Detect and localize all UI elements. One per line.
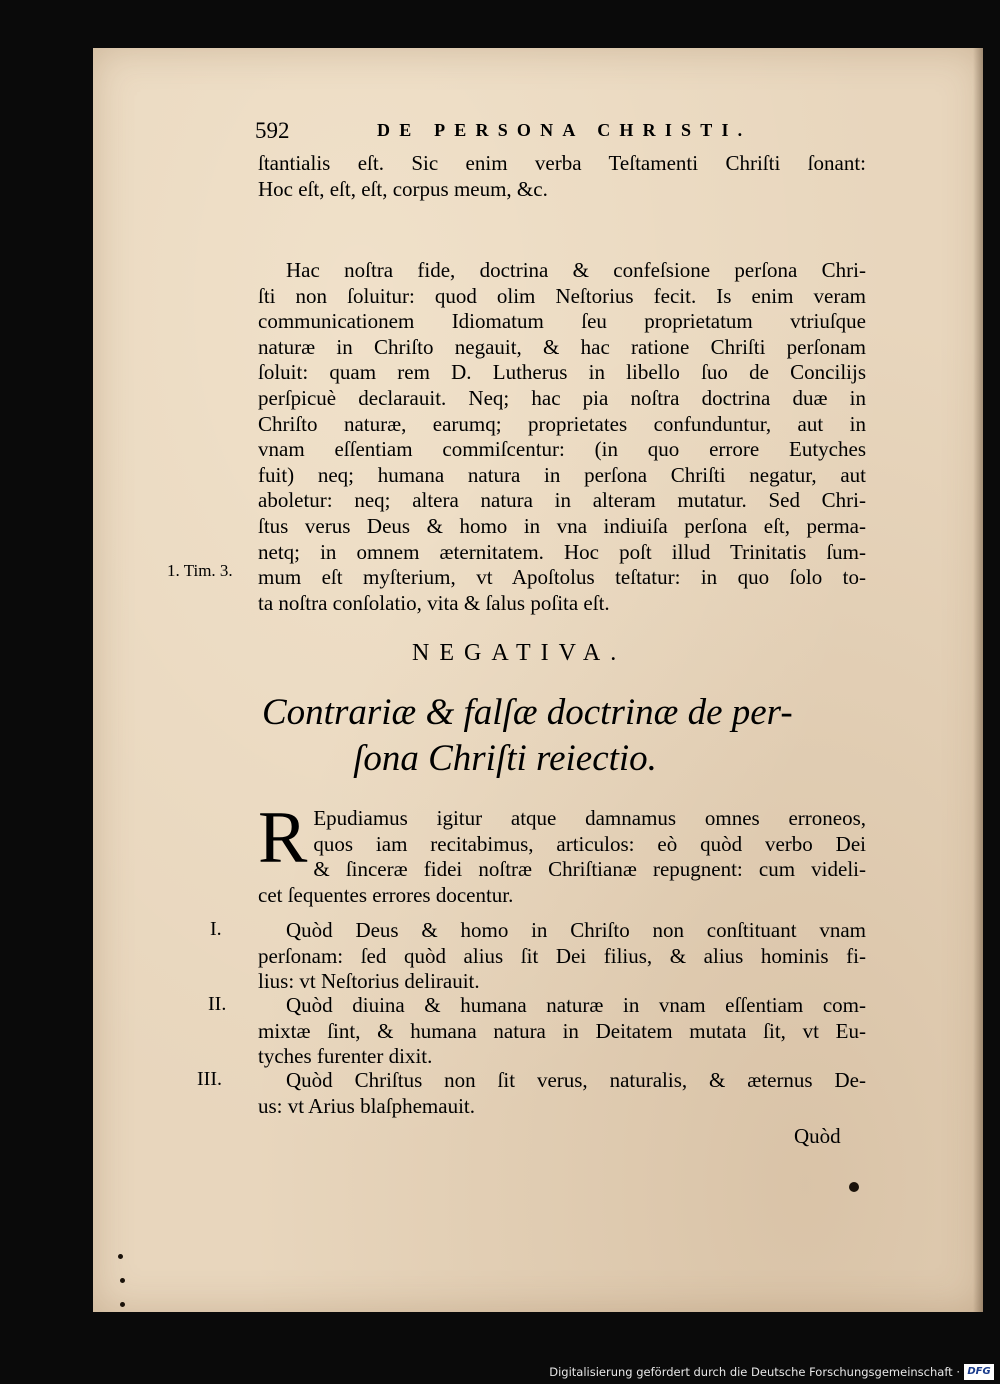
item-numeral: II. (208, 993, 227, 1015)
text-line: Hoc eſt, eſt, eſt, corpus meum, &c. (258, 176, 548, 201)
funding-notice: Digitalisierung gefördert durch die Deutsche Forschungsgemeinschaft · (549, 1365, 960, 1379)
text-line: ſti non ſoluitur: quod olim Neſtorius fecit. Is enim veram (258, 283, 866, 308)
catchword: Quòd (794, 1124, 841, 1148)
text-line: ſtantialis eſt. Sic enim verba Teſtamenti Chriſti ſonant: (258, 151, 866, 175)
text-line: ta noſtra conſolatio, vita & ſalus poſita eſt. (258, 590, 610, 615)
text-line: & ſinceræ fidei noſtræ Chriſtianæ repugnent: cum videli- (313, 857, 866, 882)
paragraph-repudiation (258, 797, 866, 908)
text-line: mum eſt myſterium, vt Apoſtolus teſtatur: in quo ſolo to- (258, 565, 866, 590)
list-item (258, 1068, 866, 1119)
text-line: Chriſto naturæ, earumq; proprietates confunduntur, aut in (258, 411, 866, 436)
list-item (258, 918, 866, 995)
drop-capital: R (258, 797, 308, 879)
text-line: lius: vt Neſtorius delirauit. (258, 969, 480, 994)
text-line: naturæ in Chriſto negauit, & hac ratione Chriſti perſonam (258, 334, 866, 359)
list-item (258, 993, 866, 1070)
ink-spot (849, 1182, 859, 1192)
footer-bar (0, 1362, 1000, 1384)
text-line: us: vt Arius blaſphemauit. (258, 1093, 475, 1118)
section-title (262, 690, 868, 782)
paragraph-doctrine (258, 258, 866, 616)
text-line: Epudiamus igitur atque damnamus omnes erroneos, (313, 806, 866, 830)
page-number: 592 (255, 118, 290, 143)
text-line: perſonam: ſed quòd alius ſit Dei filius, & alius hominis fi- (258, 943, 866, 968)
text-line: netq; in omnem æternitatem. Hoc poſt illud Trinitatis ſum- (258, 539, 866, 564)
text-line: Quòd diuina & humana naturæ in vnam eſſentiam com- (286, 993, 866, 1017)
running-header (255, 118, 865, 148)
text-line: tyches furenter dixit. (258, 1044, 433, 1069)
dust-spot (118, 1254, 123, 1259)
item-numeral: I. (210, 918, 222, 940)
text-line: fuit) neq; humana natura in perſona Chriſti negatur, aut (258, 462, 866, 487)
text-line: cet ſequentes errores docentur. (258, 882, 514, 907)
item-numeral: III. (197, 1068, 222, 1090)
text-line: communicationem Idiomatum ſeu proprietatum vtriuſque (258, 309, 866, 334)
dfg-logo: DFG (964, 1364, 994, 1380)
title-line: Contrariæ & falſæ doctrinæ de per- (262, 692, 793, 733)
text-line: aboletur: neq; altera natura in alteram mutatur. Sed Chri- (258, 488, 866, 513)
text-line: vnam eſſentiam commiſcentur: (in quo errore Eutyches (258, 437, 866, 462)
dust-spot (120, 1278, 125, 1283)
section-heading: NEGATIVA. (412, 640, 627, 666)
text-line: quos iam recitabimus, articulos: eò quòd verbo Dei (313, 831, 866, 856)
text-line: ſoluit: quam rem D. Lutherus in libello ſuo de Concilijs (258, 360, 866, 385)
running-title: DE PERSONA CHRISTI. (377, 120, 752, 140)
paragraph-continuation (258, 151, 866, 202)
title-line: ſona Chriſti reiectio. (353, 738, 657, 779)
margin-note-reference: 1. Tim. 3. (167, 561, 233, 580)
page-edge-shadow (973, 48, 983, 1312)
book-page (93, 48, 983, 1312)
text-line: Quòd Deus & homo in Chriſto non conſtituant vnam (286, 918, 866, 942)
text-line: Quòd Chriſtus non ſit verus, naturalis, & æternus De- (286, 1068, 866, 1092)
dust-spot (120, 1302, 125, 1307)
text-line: perſpicuè declarauit. Neq; hac pia noſtra doctrina duæ in (258, 385, 866, 410)
text-line: mixtæ ſint, & humana natura in Deitatem mutata ſit, vt Eu- (258, 1018, 866, 1043)
text-line: Hac noſtra fide, doctrina & confeſsione perſona Chri- (286, 258, 866, 282)
text-line: ſtus verus Deus & homo in vna indiuiſa perſona eſt, perma- (258, 513, 866, 538)
